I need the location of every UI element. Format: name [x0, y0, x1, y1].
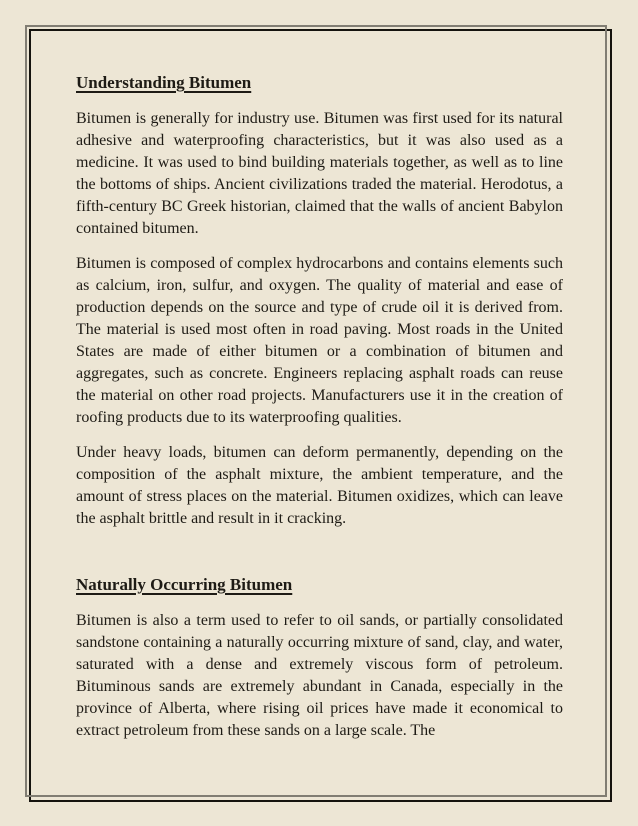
section-heading-understanding-bitumen: Understanding Bitumen: [76, 73, 252, 92]
paragraph: Under heavy loads, bitumen can deform permanently, depending on the composition of the asphalt mixture, the ambient temperature, and the amount of stress places on the material. Bitumen oxidizes, which can leave the asphalt brittle and result in it cracking.: [76, 444, 563, 527]
paragraph: Bitumen is generally for industry use. Bitumen was first used for its natural adhesive and waterproofing characteristics, but it was also used as a medicine. It was used to bind building materials together, as well as to line the bottoms of ships. Ancient civilizations traded the material. Herodotus, a fifth-century BC Greek historian, claimed that the walls of ancient Babylon contained bitumen.: [76, 110, 563, 237]
document-content: [76, 72, 563, 755]
section-heading-naturally-occurring-bitumen: Naturally Occurring Bitumen: [76, 575, 293, 594]
paragraph: Bitumen is composed of complex hydrocarbons and contains elements such as calcium, iron, sulfur, and oxygen. The quality of material and ease of production depends on the source and type of crude oil it is derived from. The material is used most often in road paving. Most roads in the United States are made of either bitumen or a combination of bitumen and aggregates, such as concrete. Engineers replacing asphalt roads can reuse the material on other road projects. Manufacturers use it in the creation of roofing products due to its waterproofing qualities.: [76, 255, 563, 426]
paragraph: Bitumen is also a term used to refer to oil sands, or partially consolidated sandstone containing a naturally occurring mixture of sand, clay, and water, saturated with a dense and extremely viscous form of petroleum. Bituminous sands are extremely abundant in Canada, especially in the province of Alberta, where rising oil prices have made it economical to extract petroleum from these sands on a large scale. The: [76, 612, 563, 739]
